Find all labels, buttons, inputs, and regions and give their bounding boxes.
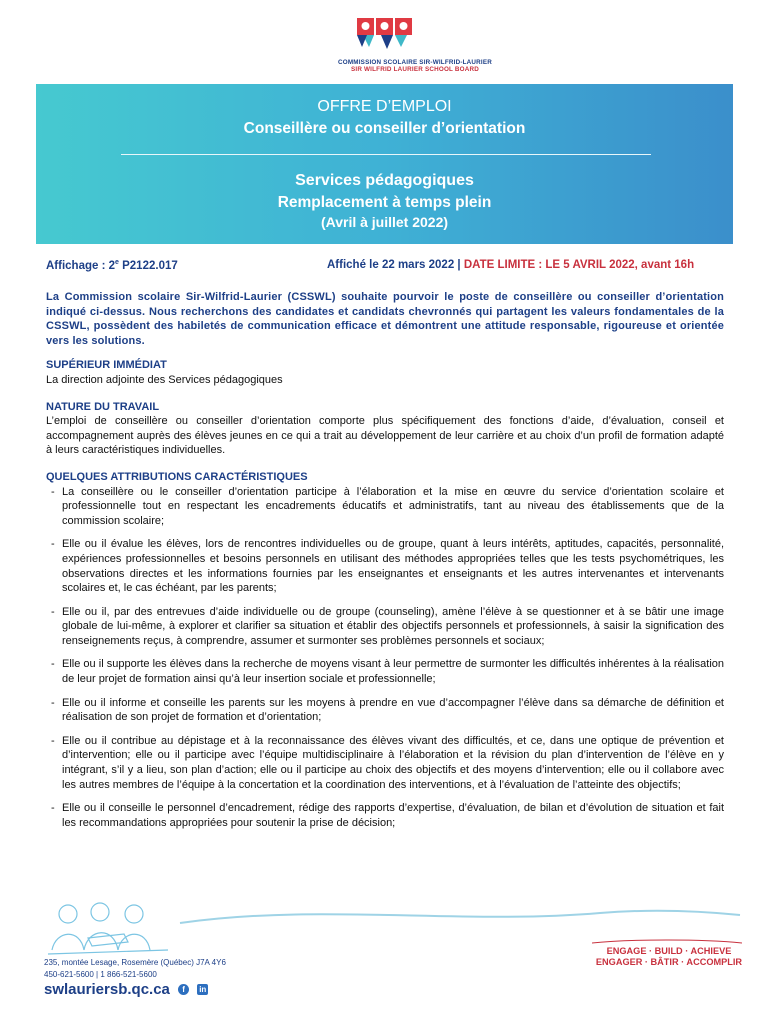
website-link[interactable]: swlauriersb.qc.ca [44, 981, 170, 998]
linkedin-icon[interactable]: in [199, 985, 207, 994]
facebook-icon[interactable]: f [178, 984, 189, 995]
section-text-nature: L’emploi de conseillère ou conseiller d’orientation comporte plus spécifiquement des fonctions d’aide, d’évaluation, conseil et accompagnement auprès des élèves jeunes en ce qui a trait au développement de leur carrière et au choix d’un profil de formation adapté à leurs caractéristiques individuelles. [46, 415, 724, 457]
position-type: Remplacement à temps plein [277, 194, 492, 211]
footer-slogan [594, 946, 744, 968]
list-item: - Elle ou il, par des entrevues d’aide individuelle ou de groupe (counseling), amène l’élève à se questionner et à se bâtir une image globale de lui-même, à explorer et clarifier sa situation et établir des objectifs personnels et professionnels, à saisir la signification des renseignements reçus, à comprendre, assumer et surmonter ses problèmes personnels et sociaux; [51, 605, 724, 647]
students-sketch-icon [38, 900, 178, 956]
posting-number: Affichage : 2e P2122.017 [46, 259, 178, 272]
footer-website [44, 981, 208, 998]
section-text-superieur: La direction adjointe des Services pédagogiques [46, 373, 283, 386]
banner-divider [121, 154, 651, 155]
list-item: - Elle ou il évalue les élèves, lors de rencontres individuelles ou de groupe, quant à leurs intérêts, aptitudes, capacités, personnalité, expériences professionnelles et besoins personnels en utilisant des méthodes appropriées telles que les tests psychométriques, les observations directes et les informations fournies par les enseignantes et enseignants et les autres intervenantes et intervenants scolaires et, le cas échéant, par les parents; [51, 538, 724, 595]
csswl-logo-icon [355, 14, 415, 50]
list-item: - Elle ou il contribue au dépistage et à la reconnaissance des élèves vivant des difficultés, et ce, dans une optique de prévention et d’intervention; elle ou il participe avec l’équipe multidisciplinaire à l’élaboration et la révision du plan d’intervention de l’élève en y intégrant, s’il y a lieu, son plan d’action; elle ou il participe au choix des objectifs et des moyens d’intervention; elle ou il collabore avec les autres membres de l’équipe à la concertation et la coordination des interventions, et à l’évaluation de l’atteinte des objectifs; [51, 734, 724, 791]
deadline: DATE LIMITE : LE 5 AVRIL 2022, avant 16h [463, 259, 695, 271]
footer-address: 235, montée Lesage, Rosemère (Québec) J7A 4Y6 450-621-5600 | 1 866-521-5600 [44, 958, 226, 979]
school-board-logo [0, 14, 770, 73]
job-banner [36, 84, 733, 244]
slogan-fr: ENGAGER · BÂTIR · ACCOMPLIR [595, 957, 743, 967]
section-heading-nature: NATURE DU TRAVAIL [46, 400, 160, 413]
list-item: - La conseillère ou le conseiller d’orientation participe à l’élaboration et la mise en œuvre du service d’orientation scolaire et professionnelle tout en respectant les encadrements éducatifs et administratifs, tant au niveau des établissements que de la commission scolaire; [51, 485, 724, 527]
posting-dates [327, 259, 694, 271]
attributions-list [46, 485, 724, 831]
logo-text-fr: COMMISSION SCOLAIRE SIR-WILFRID-LAURIER [337, 59, 493, 66]
logo-text-en: SIR WILFRID LAURIER SCHOOL BOARD [350, 66, 480, 73]
intro-paragraph: La Commission scolaire Sir-Wilfrid-Laurier (CSSWL) souhaite pourvoir le poste de conseillère ou conseiller d’orientation indiqué ci-dessus. Nous recherchons des candidates et candidats chevronnés qui partagent les valeurs fondamentales de la CSSWL, possèdent des habiletés de communication efficace et démontrent une attitude responsable, rigoureuse et orientée vers les solutions. [46, 291, 724, 347]
job-description [46, 290, 724, 839]
list-item: - Elle ou il conseille le personnel d’encadrement, rédige des rapports d’expertise, d’évaluation, de bilan et d’évolution de situation et fait les recommandations appropriées pour soutenir la prise de décision; [51, 802, 724, 829]
job-title: Conseillère ou conseiller d’orientation [243, 120, 526, 137]
list-item: - Elle ou il supporte les élèves dans la recherche de moyens visant à leur permettre de surmonter les difficultés inhérentes à la réalisation de leur projet de formation ainsi qu’à leur insertion sociale et professionnelle; [51, 658, 724, 686]
slogan-en: ENGAGE · BUILD · ACHIEVE [606, 946, 732, 956]
slogan-decoration [592, 939, 742, 945]
banner-offre: OFFRE D’EMPLOI [317, 98, 452, 115]
list-item: - Elle ou il informe et conseille les parents sur les moyens à prendre en vue d’accompagner l’élève dans sa démarche de définition et réalisation de son projet de formation et d’orientation; [51, 696, 724, 724]
position-dates: (Avril à juillet 2022) [320, 214, 449, 230]
department: Services pédagogiques [295, 172, 474, 189]
section-heading-superieur: SUPÉRIEUR IMMÉDIAT [46, 359, 167, 372]
posted-date: Affiché le 22 mars 2022 | [327, 259, 464, 271]
section-heading-attributions: QUELQUES ATTRIBUTIONS CARACTÉRISTIQUES [46, 470, 308, 483]
